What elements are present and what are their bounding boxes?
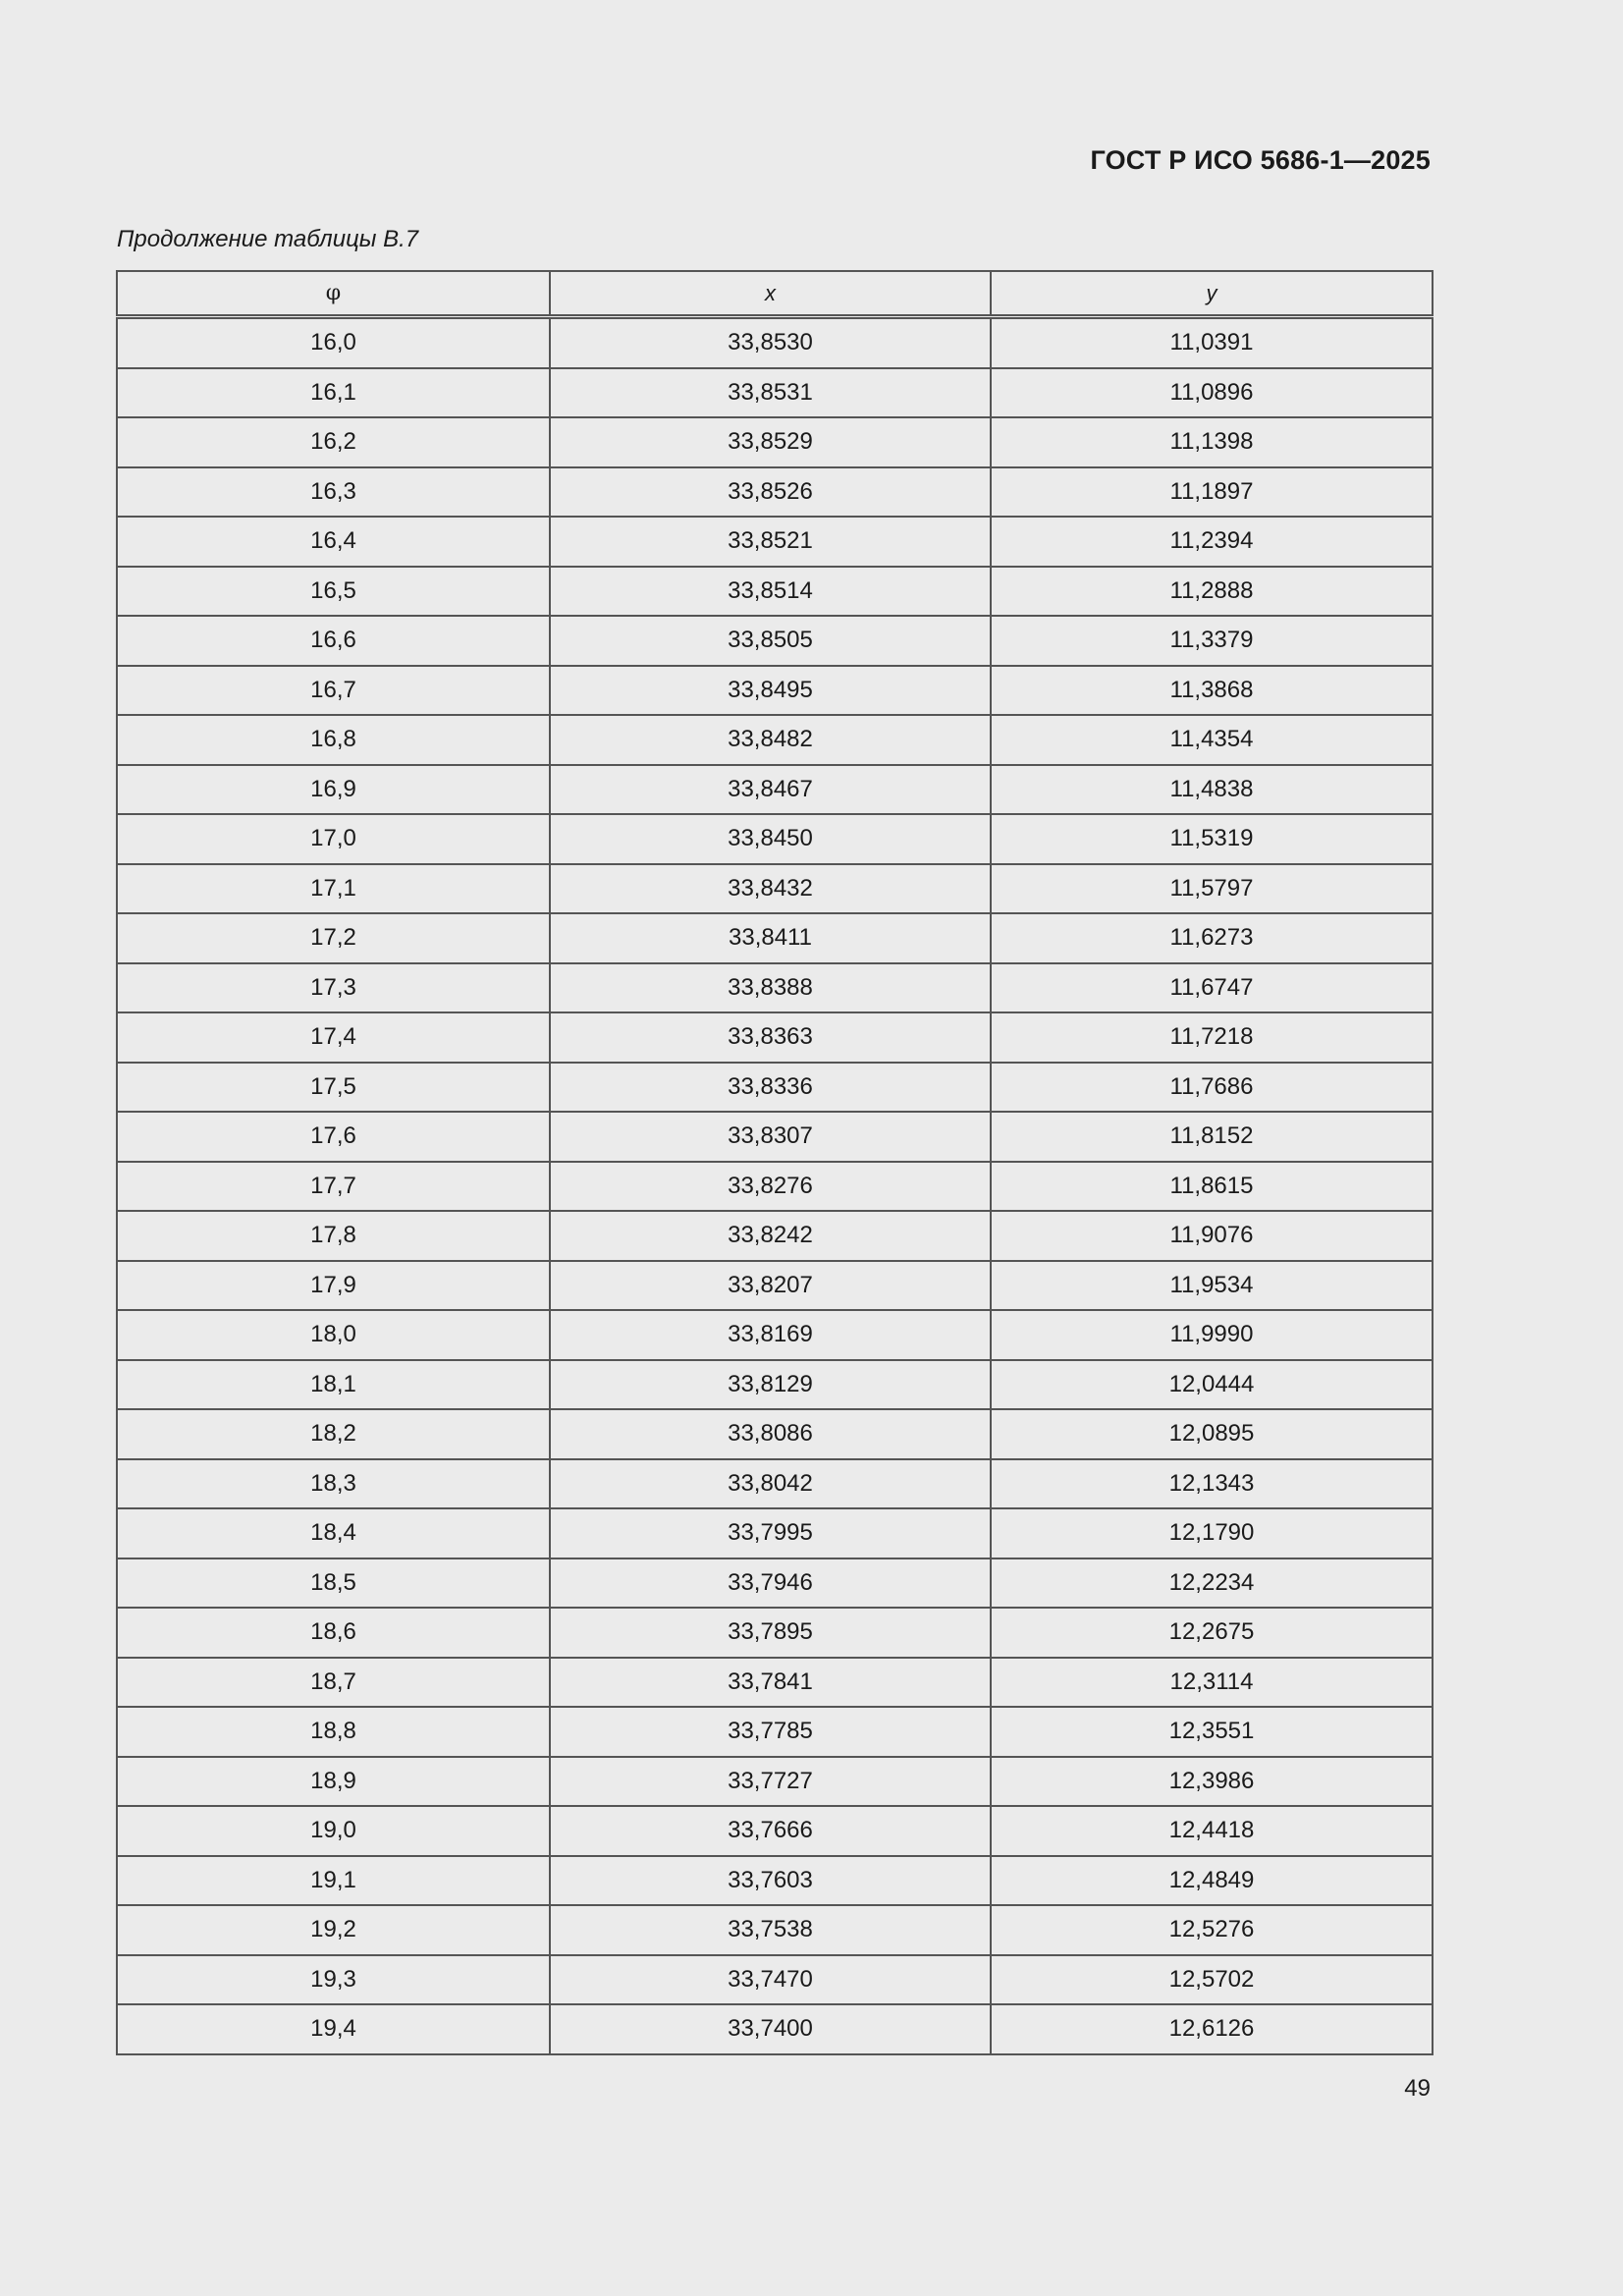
- table-row: [117, 517, 1433, 567]
- table-row: [117, 1261, 1433, 1311]
- cell-x: 33,8495: [550, 666, 991, 716]
- cell-y: 12,2234: [991, 1558, 1433, 1609]
- cell-phi: 18,0: [117, 1310, 550, 1360]
- cell-phi: 17,0: [117, 814, 550, 864]
- cell-y: 11,3868: [991, 666, 1433, 716]
- cell-y: 11,5797: [991, 864, 1433, 914]
- cell-phi: 17,5: [117, 1063, 550, 1113]
- cell-phi: 19,0: [117, 1806, 550, 1856]
- cell-phi: 19,4: [117, 2004, 550, 2054]
- table-row: [117, 765, 1433, 815]
- cell-phi: 16,3: [117, 467, 550, 518]
- cell-y: 11,8615: [991, 1162, 1433, 1212]
- cell-phi: 17,2: [117, 913, 550, 963]
- table-row: [117, 1310, 1433, 1360]
- cell-x: 33,8526: [550, 467, 991, 518]
- cell-phi: 17,6: [117, 1112, 550, 1162]
- cell-x: 33,8276: [550, 1162, 991, 1212]
- cell-x: 33,8207: [550, 1261, 991, 1311]
- table-row: [117, 864, 1433, 914]
- cell-x: 33,8129: [550, 1360, 991, 1410]
- data-table: [116, 270, 1434, 2055]
- cell-x: 33,7470: [550, 1955, 991, 2005]
- cell-x: 33,7785: [550, 1707, 991, 1757]
- cell-x: 33,7895: [550, 1608, 991, 1658]
- cell-y: 12,3114: [991, 1658, 1433, 1708]
- cell-phi: 18,8: [117, 1707, 550, 1757]
- table-row: [117, 1856, 1433, 1906]
- cell-x: 33,8482: [550, 715, 991, 765]
- cell-y: 12,0444: [991, 1360, 1433, 1410]
- table-row: [117, 616, 1433, 666]
- cell-y: 12,3986: [991, 1757, 1433, 1807]
- cell-y: 12,3551: [991, 1707, 1433, 1757]
- cell-x: 33,7603: [550, 1856, 991, 1906]
- table-row: [117, 1608, 1433, 1658]
- cell-x: 33,7946: [550, 1558, 991, 1609]
- cell-phi: 19,2: [117, 1905, 550, 1955]
- cell-y: 12,5276: [991, 1905, 1433, 1955]
- cell-phi: 18,5: [117, 1558, 550, 1609]
- cell-x: 33,8307: [550, 1112, 991, 1162]
- cell-y: 11,1897: [991, 467, 1433, 518]
- cell-x: 33,8521: [550, 517, 991, 567]
- table-row: [117, 1012, 1433, 1063]
- cell-y: 12,6126: [991, 2004, 1433, 2054]
- cell-y: 11,7686: [991, 1063, 1433, 1113]
- cell-y: 11,7218: [991, 1012, 1433, 1063]
- cell-x: 33,7538: [550, 1905, 991, 1955]
- cell-x: 33,8242: [550, 1211, 991, 1261]
- table-row: [117, 467, 1433, 518]
- table-row: [117, 1360, 1433, 1410]
- cell-x: 33,8336: [550, 1063, 991, 1113]
- cell-x: 33,8169: [550, 1310, 991, 1360]
- cell-phi: 17,3: [117, 963, 550, 1013]
- table-row: [117, 1211, 1433, 1261]
- cell-y: 12,5702: [991, 1955, 1433, 2005]
- table-row: [117, 963, 1433, 1013]
- cell-phi: 17,8: [117, 1211, 550, 1261]
- table-row: [117, 913, 1433, 963]
- cell-y: 11,4354: [991, 715, 1433, 765]
- cell-phi: 16,7: [117, 666, 550, 716]
- cell-x: 33,8514: [550, 567, 991, 617]
- table-row: [117, 417, 1433, 467]
- cell-y: 11,9076: [991, 1211, 1433, 1261]
- table-row: [117, 1558, 1433, 1609]
- table-row: [117, 1658, 1433, 1708]
- table-body: [117, 317, 1433, 2054]
- cell-y: 11,8152: [991, 1112, 1433, 1162]
- cell-y: 12,1343: [991, 1459, 1433, 1509]
- cell-y: 12,1790: [991, 1508, 1433, 1558]
- table-row: [117, 2004, 1433, 2054]
- cell-x: 33,8388: [550, 963, 991, 1013]
- cell-y: 11,6273: [991, 913, 1433, 963]
- cell-phi: 16,4: [117, 517, 550, 567]
- cell-phi: 16,6: [117, 616, 550, 666]
- table-row: [117, 1409, 1433, 1459]
- cell-phi: 17,4: [117, 1012, 550, 1063]
- cell-y: 11,4838: [991, 765, 1433, 815]
- cell-phi: 18,4: [117, 1508, 550, 1558]
- table-row: [117, 715, 1433, 765]
- cell-y: 11,1398: [991, 417, 1433, 467]
- cell-x: 33,7400: [550, 2004, 991, 2054]
- cell-x: 33,8086: [550, 1409, 991, 1459]
- cell-y: 11,9990: [991, 1310, 1433, 1360]
- table-row: [117, 1459, 1433, 1509]
- standard-id-header: ГОСТ Р ИСО 5686-1—2025: [1090, 145, 1431, 175]
- cell-x: 33,8505: [550, 616, 991, 666]
- table-row: [117, 1757, 1433, 1807]
- cell-phi: 18,2: [117, 1409, 550, 1459]
- cell-y: 12,4849: [991, 1856, 1433, 1906]
- column-header-phi: φ: [117, 271, 550, 317]
- cell-x: 33,8363: [550, 1012, 991, 1063]
- cell-y: 11,3379: [991, 616, 1433, 666]
- page-number: 49: [1404, 2075, 1431, 2102]
- cell-phi: 16,8: [117, 715, 550, 765]
- table-row: [117, 1707, 1433, 1757]
- cell-phi: 19,3: [117, 1955, 550, 2005]
- cell-y: 12,0895: [991, 1409, 1433, 1459]
- cell-phi: 16,9: [117, 765, 550, 815]
- cell-phi: 17,9: [117, 1261, 550, 1311]
- cell-y: 11,2888: [991, 567, 1433, 617]
- table-header-row: [117, 271, 1433, 317]
- cell-phi: 18,1: [117, 1360, 550, 1410]
- cell-x: 33,7666: [550, 1806, 991, 1856]
- table-row: [117, 1955, 1433, 2005]
- cell-phi: 16,2: [117, 417, 550, 467]
- cell-y: 11,6747: [991, 963, 1433, 1013]
- cell-x: 33,8467: [550, 765, 991, 815]
- cell-y: 11,5319: [991, 814, 1433, 864]
- cell-y: 11,0896: [991, 368, 1433, 418]
- cell-phi: 16,0: [117, 317, 550, 368]
- cell-phi: 16,5: [117, 567, 550, 617]
- cell-x: 33,7995: [550, 1508, 991, 1558]
- cell-phi: 18,7: [117, 1658, 550, 1708]
- table-row: [117, 1806, 1433, 1856]
- table-row: [117, 1508, 1433, 1558]
- table-row: [117, 1112, 1433, 1162]
- cell-phi: 17,7: [117, 1162, 550, 1212]
- table-row: [117, 567, 1433, 617]
- cell-x: 33,7727: [550, 1757, 991, 1807]
- cell-x: 33,8529: [550, 417, 991, 467]
- cell-phi: 17,1: [117, 864, 550, 914]
- cell-x: 33,7841: [550, 1658, 991, 1708]
- cell-y: 12,2675: [991, 1608, 1433, 1658]
- cell-x: 33,8042: [550, 1459, 991, 1509]
- cell-phi: 19,1: [117, 1856, 550, 1906]
- cell-x: 33,8411: [550, 913, 991, 963]
- cell-y: 11,2394: [991, 517, 1433, 567]
- table-row: [117, 368, 1433, 418]
- cell-x: 33,8432: [550, 864, 991, 914]
- cell-x: 33,8530: [550, 317, 991, 368]
- cell-y: 11,9534: [991, 1261, 1433, 1311]
- table-row: [117, 1905, 1433, 1955]
- table-row: [117, 317, 1433, 368]
- cell-x: 33,8450: [550, 814, 991, 864]
- table-row: [117, 666, 1433, 716]
- cell-phi: 16,1: [117, 368, 550, 418]
- cell-phi: 18,9: [117, 1757, 550, 1807]
- table-row: [117, 1063, 1433, 1113]
- cell-phi: 18,3: [117, 1459, 550, 1509]
- column-header-x: x: [550, 271, 991, 317]
- table-row: [117, 1162, 1433, 1212]
- table-row: [117, 814, 1433, 864]
- cell-y: 12,4418: [991, 1806, 1433, 1856]
- cell-phi: 18,6: [117, 1608, 550, 1658]
- cell-x: 33,8531: [550, 368, 991, 418]
- column-header-y: y: [991, 271, 1433, 317]
- table-caption: Продолжение таблицы В.7: [117, 226, 419, 252]
- cell-y: 11,0391: [991, 317, 1433, 368]
